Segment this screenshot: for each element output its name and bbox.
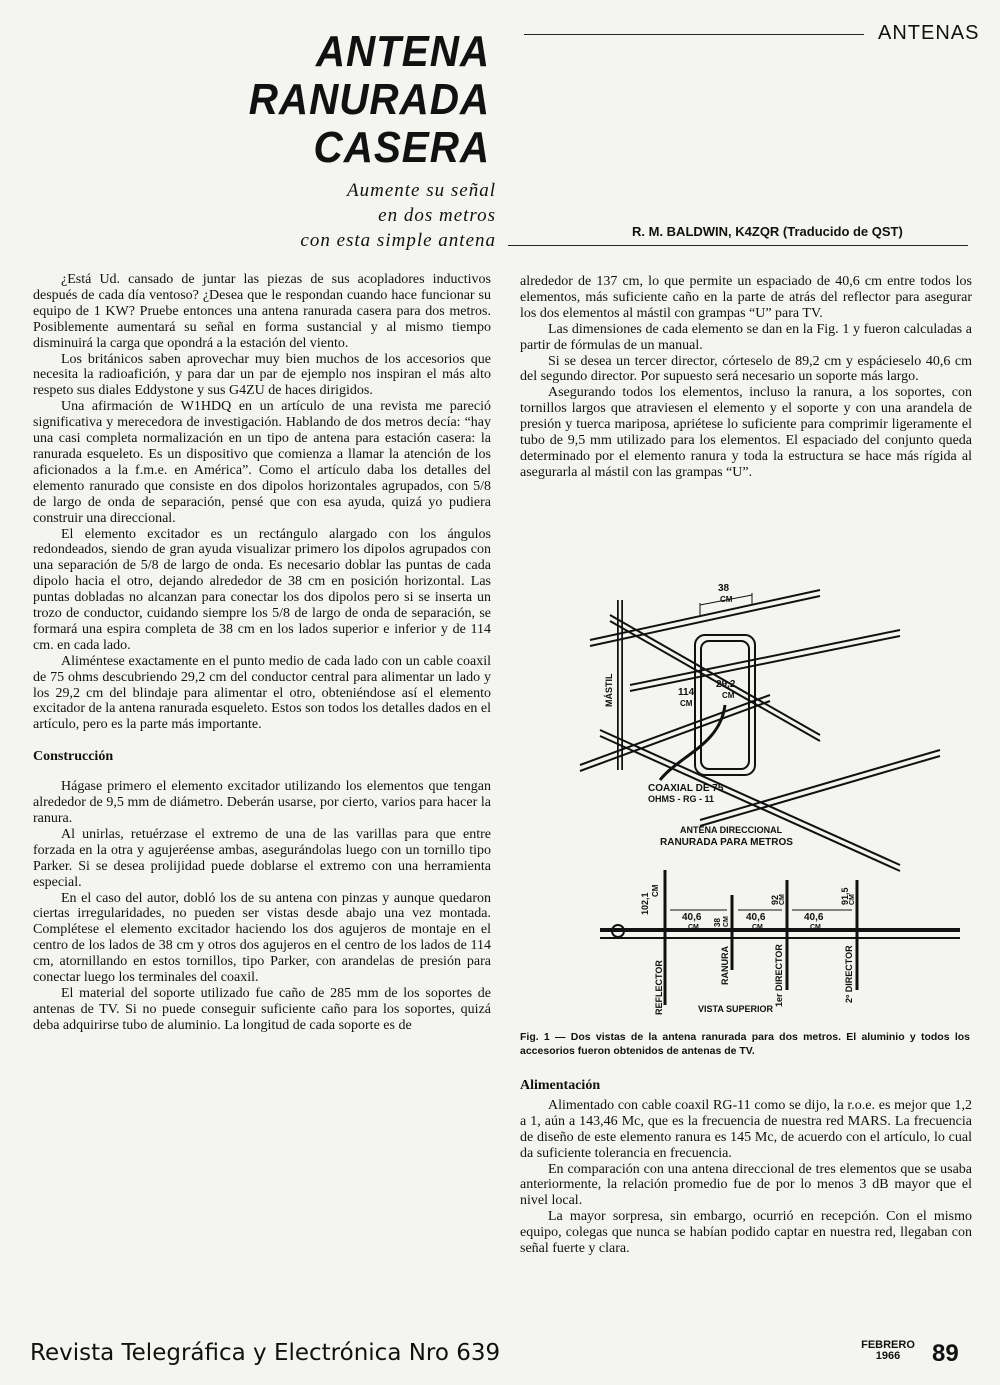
publication-footer: Revista Telegráfica y Electrónica Nro 639 [30, 1340, 501, 1366]
left-column [33, 272, 491, 1034]
article-subtitle [220, 178, 496, 253]
coax-label-1: COAXIAL DE 75 [648, 783, 724, 794]
paragraph: Alimentado con cable coaxil RG-11 como se dijo, la r.o.e. es mejor que 1,2 a 1, aún a 143,46 Mc, que es la frecuencia de nuestra red MARS. La frecuencia de diseño de este elemento ranura es 145 Mc, de acuerdo con el artículo, lo cual da suficiente tolerancia en frecuencia. [520, 1097, 972, 1161]
figure-title-1: ANTENA DIRECCIONAL [680, 825, 783, 835]
paragraph: Aliméntese exactamente en el punto medio de cada lado con un cable coaxil de 75 ohms descubriendo 29,2 cm del conductor central para alimentar un lado y los 29,2 cm del blindaje para alimentar el otro, obteniéndose así el elemento excitador de la antena ranurada esqueleto. Estos son todos los detalles dados en el artículo, pero es la parte más importante. [33, 653, 491, 733]
paragraph: La mayor sorpresa, sin embargo, ocurrió en recepción. Con el mismo equipo, colegas que nunca se habían podido captar en nuestra red, llegaban con señal fuerte y clara. [520, 1209, 972, 1257]
section-heading: Alimentación [520, 1078, 601, 1093]
section-rule [524, 34, 864, 35]
byline: R. M. BALDWIN, K4ZQR (Traducido de QST) [632, 224, 903, 239]
paragraph: Una afirmación de W1HDQ en un artículo de una revista me pareció significativa y merecedora de investigación. Hablando de dos metros decía: “hay una casi completa normalización en un tipo de antena para estación casera: la ranurada esqueleto. Es un dispositivo que comienza a llamar la atención de los aficionados a la f.m.e. en América”. Como el artículo daba los detalles del elemento ranurado que consiste en dos dipolos horizontales agrupados, con 5/8 de largo de onda de separación, pensé que con esa ayuda, quizá yo pudiera construir una direccional. [33, 399, 491, 526]
title-line-1: ANTENA [315, 27, 490, 76]
dim-40-a-unit: CM [688, 924, 699, 931]
paragraph: El elemento excitador es un rectángulo alargado con los ángulos redondeados, siendo de gran ayuda visualizar primero los dipolos agrupados con una separación de 5/8 de largo de onda. Es necesario doblar las puntas de cada dipolo hacia el otro, dejando alrededor de 38 cm en posición horizontal. Las puntas dobladas no alcanzan para conectar los dos dipolos pero si se inserta un trozo de conductor, cuidando siempre los 5/8 de largo de onda de separación, se formará una espira completa de 38 cm en los lados superior e inferior y de 114 cm. en cada lado. [33, 526, 491, 653]
subtitle-line-1: Aumente su señal [347, 180, 496, 201]
dim-92-label: 92 [770, 894, 780, 905]
dim-114-label: 114 [678, 687, 695, 698]
article-title [150, 28, 490, 172]
dim-92-unit: CM [779, 894, 786, 905]
director-1-label: 1er DIRECTOR [774, 944, 784, 1007]
subtitle-line-2: en dos metros [378, 205, 496, 226]
paragraph: alrededor de 137 cm, lo que permite un espaciado de 40,6 cm entre todos los elementos, más suficiente caño en la parte de atrás del reflector para asegurar los dos elementos al mástil con grampas “U” para TV. [520, 274, 972, 321]
paragraph: ¿Está Ud. cansado de juntar las piezas de sus acopladores inductivos después de cada día ventoso? ¿Desea que le respondan cuando hace funcionar su equipo de 1 KW? Pruebe entonces una antena ranurada casera para dos metros. Posiblemente aumentará su señal en forma sustancial y al mismo tiempo disminuirá la carga que opondrá a la estación del viento. [33, 272, 491, 351]
paragraph: Las dimensiones de cada elemento se dan en la Fig. 1 y fueron calculadas a partir de fórmulas de un manual. [520, 321, 972, 353]
dim-102-unit: CM [651, 884, 660, 897]
dim-91-label: 91,5 [840, 887, 850, 905]
paragraph: Si se desea un tercer director, córteselo de 89,2 cm y espácieselo 40,6 cm del segundo director. Por supuesto será necesario un soporte más largo. [520, 353, 972, 385]
antenna-figure [520, 575, 972, 1025]
section-heading: Construcción [33, 749, 114, 765]
subtitle-rule [508, 245, 968, 246]
dim-38-small-unit: CM [723, 916, 730, 927]
issue-year: 1966 [875, 1350, 901, 1362]
figure-title-2: RANURADA PARA METROS [660, 837, 793, 848]
dim-38-label: 38 [718, 583, 730, 594]
dim-40-c-label: 40,6 [804, 912, 824, 923]
paragraph: En comparación con una antena direccional de tres elementos que se usaba anteriormente, la relación promedio fue de por lo menos 3 dB mayor que el nivel local. [520, 1161, 972, 1209]
dim-40-c-unit: CM [810, 924, 821, 931]
dim-102-label: 102,1 [640, 892, 650, 915]
dim-40-b-unit: CM [752, 924, 763, 931]
dim-29-unit: CM [722, 691, 735, 700]
issue-date [856, 1340, 920, 1362]
paragraph: Al unirlas, retuérzase el extremo de una de las varillas para que entre forzada en la otra y agujeréense ambas, asegurándolas luego con un tornillo tipo Parker. Si se desea prolijidad puede doblarse el extremo con una herramienta especial. [33, 826, 491, 890]
right-column-top [520, 274, 972, 481]
dim-40-a-label: 40,6 [682, 912, 702, 923]
dim-29-label: 29,2 [716, 679, 736, 690]
subtitle-line-3: con esta simple antena [300, 230, 496, 251]
dim-91-unit: CM [849, 894, 856, 905]
right-column-bottom [520, 1062, 972, 1257]
paragraph: El material del soporte utilizado fue caño de 285 mm de los soportes de antenas de TV. Si no puede conseguir suficiente caño para los soportes, quizá deba adquirirse tubo de aluminio. La longitud de cada soporte es de [33, 985, 491, 1033]
paragraph: Los británicos saben aprovechar muy bien muchos de los accesorios que necesita la radioafición, y para dar un par de ejemplo nos inspiran el más alto respeto sus diales Eddystone y sus G4ZU de haces dirigidos. [33, 351, 491, 399]
title-line-2: RANURADA CASERA [248, 75, 490, 172]
ranura-label: RANURA [720, 946, 730, 985]
paragraph: Hágase primero el elemento excitador utilizando los elementos que tengan alrededor de 9,5 mm de diámetro. Deberán usarse, por cierto, varios para hacer la ranura. [33, 779, 491, 826]
dim-114-unit: CM [680, 699, 693, 708]
dim-40-b-label: 40,6 [746, 912, 766, 923]
mast-label: MÁSTIL [604, 673, 614, 707]
coax-label-2: OHMS - RG - 11 [648, 794, 715, 804]
page-number: 89 [932, 1340, 959, 1367]
figure-caption: Fig. 1 — Dos vistas de la antena ranurada para dos metros. El aluminio y todos los accesorios fueron obtenidos de antenas de TV. [520, 1031, 970, 1057]
top-view-label: VISTA SUPERIOR [698, 1004, 774, 1014]
reflector-label: REFLECTOR [654, 960, 664, 1015]
paragraph: Asegurando todos los elementos, incluso la ranura, a los soportes, con tornillos largos que atraviesen el elemento y el soporte y con una arandela de presión y tuerca mariposa, apriétese lo suficiente para comprimir ligeramente el tubo de 9,5 mm utilizado para los elementos. El espaciado del conjunto queda determinado por el elemento ranura y toda la estructura se hace más rígida al asegurarla al mástil con las grampas “U”. [520, 385, 972, 480]
section-label: ANTENAS [878, 22, 980, 44]
director-2-label: 2º DIRECTOR [844, 945, 854, 1003]
paragraph: En el caso del autor, dobló los de su antena con pinzas y aunque quedaron ciertas irregularidades, no pueden ser vistas desde abajo una vez montada. Complétese el elemento excitador haciendo los dos agujeros de montaje en el centro de los lados de 38 cm y otros dos agujeros en el centro de los lados de 114 cm, atornillando en estos tornillos, tipo Parker, con arandelas de presión para conectar luego los terminales del coaxil. [33, 890, 491, 986]
dim-38-unit: CM [720, 595, 733, 604]
dim-38-small-label: 38 [713, 918, 722, 927]
issue-month: FEBRERO [861, 1339, 915, 1351]
